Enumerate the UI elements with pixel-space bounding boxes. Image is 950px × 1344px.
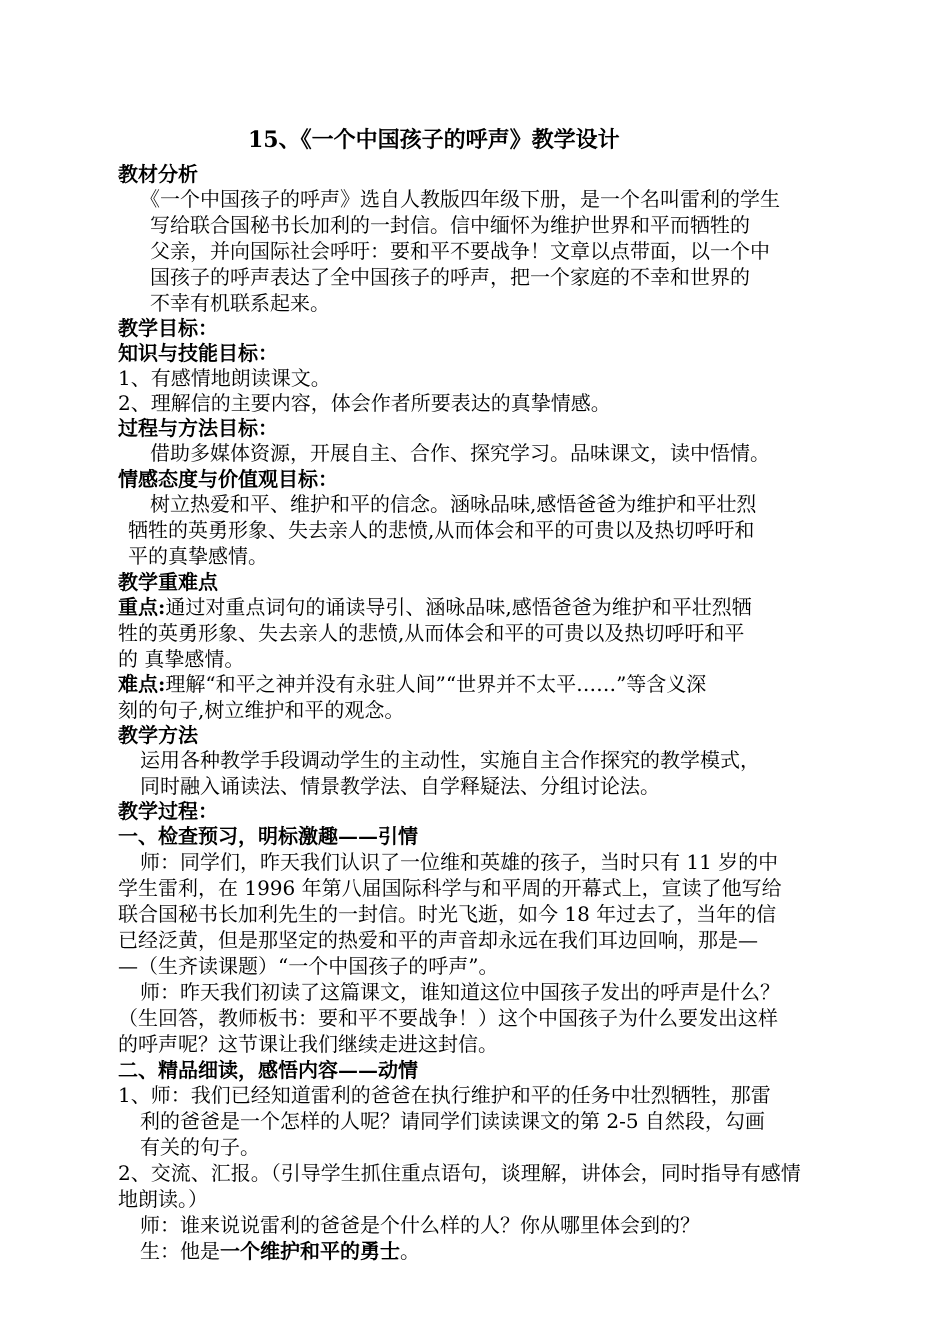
- student-answer-line: 生：他是一个维护和平的勇士。: [140, 1239, 420, 1263]
- part2-line: 2、交流、汇报。（引导学生抓住重点语句，谈理解，讲体会，同时指导有感情: [118, 1161, 801, 1185]
- heading-emotion-goals: 情感态度与价值观目标：: [118, 467, 338, 491]
- key-point-line: 牲的英勇形象、失去亲人的悲愤,从而体会和平的可贵以及热切呼吁和平: [118, 621, 745, 645]
- part1-line: 联合国秘书长加利先生的一封信。时光飞逝，如今 18 年过去了，当年的信: [118, 902, 777, 926]
- heading-key-difficult-points: 教学重难点: [118, 570, 218, 594]
- method-line: 运用各种教学手段调动学生的主动性，实施自主合作探究的教学模式，: [140, 748, 760, 772]
- part1-line: 师：同学们，昨天我们认识了一位维和英雄的孩子，当时只有 11 岁的中: [140, 850, 779, 874]
- difficult-point-line: 刻的句子,树立维护和平的观念。: [118, 698, 405, 722]
- part1-line: 已经泛黄，但是那坚定的热爱和平的声音却永远在我们耳边回响，那是—: [118, 928, 758, 952]
- part2-line: 有关的句子。: [140, 1135, 260, 1159]
- material-line: 不幸有机联系起来。: [150, 291, 330, 315]
- key-point-label: 重点:: [118, 595, 166, 619]
- part1-line: （生回答，教师板书：要和平不要战争！）这个中国孩子为什么要发出这样: [118, 1006, 778, 1030]
- part1-line: —（生齐读课题）“一个中国孩子的呼声”。: [118, 954, 499, 978]
- part1-line: 师：昨天我们初读了这篇课文，谁知道这位中国孩子发出的呼声是什么？: [140, 980, 780, 1004]
- heading-part-two: 二、精品细读，感悟内容——动情: [118, 1058, 418, 1082]
- part2-line: 1、师：我们已经知道雷利的爸爸在执行维护和平的任务中壮烈牺牲，那雷: [118, 1083, 771, 1107]
- part1-line: 学生雷利，在 1996 年第八届国际科学与和平周的开幕式上，宣读了他写给: [118, 876, 782, 900]
- emotion-line: 树立热爱和平、维护和平的信念。涵咏品味,感悟爸爸为维护和平壮烈: [150, 492, 757, 516]
- process-goal-text: 借助多媒体资源，开展自主、合作、探究学习。品味课文，读中悟情。: [150, 441, 770, 465]
- part2-line: 地朗读。）: [118, 1187, 208, 1211]
- difficult-point-label: 难点:: [118, 672, 166, 696]
- part2-line: 师：谁来说说雷利的爸爸是个什么样的人？你从哪里体会到的？: [140, 1213, 700, 1237]
- heading-part-one: 一、检查预习，明标激趣——引情: [118, 824, 418, 848]
- part2-line: 利的爸爸是一个怎样的人呢？请同学们读读课文的第 2-5 自然段，勾画: [140, 1109, 765, 1133]
- heading-teaching-method: 教学方法: [118, 723, 198, 747]
- document-title: 15、《一个中国孩子的呼声》教学设计: [248, 127, 620, 153]
- heading-material-analysis: 教材分析: [118, 162, 198, 186]
- method-line: 同时融入诵读法、情景教学法、自学释疑法、分组讨论法。: [140, 774, 660, 798]
- material-line: 国孩子的呼声表达了全中国孩子的呼声，把一个家庭的不幸和世界的: [150, 265, 750, 289]
- emotion-line: 平的真挚感情。: [128, 544, 268, 568]
- key-point-line: 重点:通过对重点词句的诵读导引、涵咏品味,感悟爸爸为维护和平壮烈牺: [118, 595, 752, 619]
- material-line: 《一个中国孩子的呼声》选自人教版四年级下册，是一个名叫雷利的学生: [140, 187, 780, 211]
- heading-process-method-goals: 过程与方法目标：: [118, 416, 278, 440]
- heading-teaching-goals: 教学目标：: [118, 316, 218, 340]
- material-line: 父亲，并向国际社会呼吁：要和平不要战争！文章以点带面，以一个中: [150, 239, 770, 263]
- key-point-line: 的 真挚感情。: [118, 647, 245, 671]
- knowledge-item: 1、有感情地朗读课文。: [118, 366, 331, 390]
- heading-knowledge-goals: 知识与技能目标：: [118, 341, 278, 365]
- difficult-point-line: 难点:理解“和平之神并没有永驻人间”“世界并不太平……”等含义深: [118, 672, 707, 696]
- knowledge-item: 2、理解信的主要内容，体会作者所要表达的真挚情感。: [118, 391, 611, 415]
- answer-emphasis: 一个维护和平的勇士: [220, 1239, 400, 1263]
- material-line: 写给联合国秘书长加利的一封信。信中缅怀为维护世界和平而牺牲的: [150, 213, 750, 237]
- heading-teaching-process: 教学过程：: [118, 799, 218, 823]
- emotion-line: 牺牲的英勇形象、失去亲人的悲愤,从而体会和平的可贵以及热切呼吁和: [128, 518, 755, 542]
- part1-line: 的呼声呢？这节课让我们继续走进这封信。: [118, 1032, 498, 1056]
